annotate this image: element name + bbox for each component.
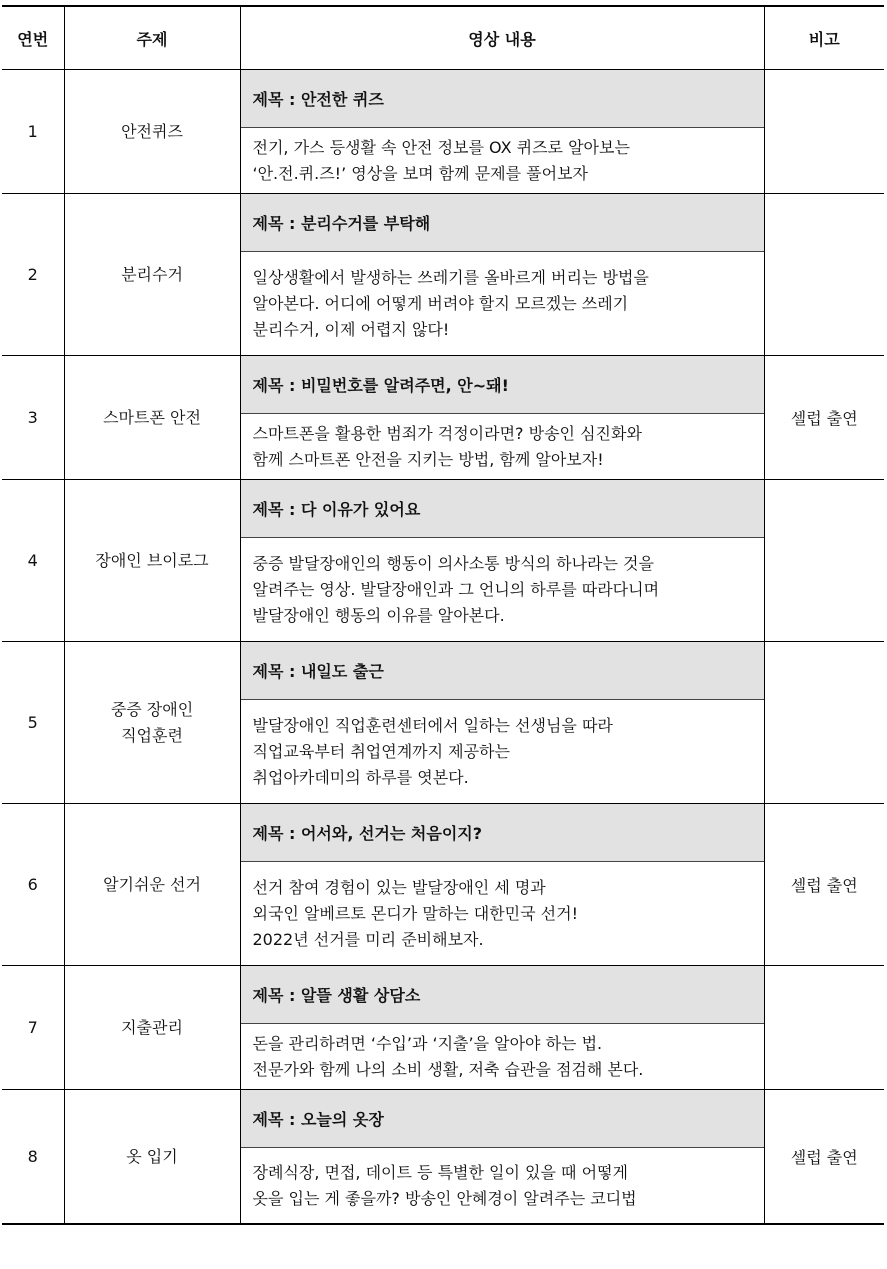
row-topic (64, 480, 240, 642)
header-content: 영상 내용 (240, 6, 764, 70)
video-content-table (2, 5, 884, 1225)
title-text: 내일도 출근 (300, 662, 384, 681)
header-topic: 주제 (64, 6, 240, 70)
description-line: 스마트폰을 활용한 범죄가 걱정이라면? 방송인 심진화와 (252, 423, 642, 443)
video-title (241, 1090, 764, 1148)
row-content (240, 1090, 764, 1225)
row-topic (64, 642, 240, 804)
topic-line: 직업훈련 (121, 725, 183, 745)
description-line: 돈을 관리하려면 ‘수입’과 ‘지출’을 알아야 하는 법. (252, 1033, 603, 1053)
table-row (2, 804, 884, 966)
description-line: 분리수거, 이제 어렵지 않다! (252, 319, 450, 339)
title-prefix: 제목 : (252, 500, 301, 519)
topic-line: 스마트폰 안전 (103, 407, 201, 427)
description-line: 알아본다. 어디에 어떻게 버려야 할지 모르겠는 쓰레기 (252, 293, 629, 313)
description-line: 전기, 가스 등생활 속 안전 정보를 OX 퀴즈로 알아보는 (252, 137, 630, 157)
title-text: 알뜰 생활 상담소 (300, 986, 421, 1005)
description-line: ‘안.전.퀴.즈!’ 영상을 보며 함께 문제를 풀어보자 (252, 163, 588, 183)
video-title (241, 804, 764, 862)
row-content (240, 804, 764, 966)
title-text: 어서와, 선거는 처음이지? (300, 824, 483, 843)
row-content (240, 194, 764, 356)
row-content (240, 642, 764, 804)
description-line: 발달장애인 행동의 이유를 알아본다. (252, 605, 505, 625)
table-row (2, 480, 884, 642)
table-row (2, 1090, 884, 1225)
description-line: 선거 참여 경험이 있는 발달장애인 세 명과 (252, 877, 546, 897)
title-prefix: 제목 : (252, 662, 301, 681)
description-line: 일상생활에서 발생하는 쓰레기를 올바르게 버리는 방법을 (252, 267, 649, 287)
description-line: 장례식장, 면접, 데이트 등 특별한 일이 있을 때 어떻게 (252, 1162, 628, 1182)
table-row (2, 966, 884, 1090)
table-row (2, 194, 884, 356)
video-title (241, 642, 764, 700)
topic-line: 지출관리 (121, 1017, 183, 1037)
row-topic (64, 966, 240, 1090)
header-no: 연번 (2, 6, 64, 70)
row-content (240, 480, 764, 642)
video-description (241, 128, 764, 193)
video-description (241, 1024, 764, 1089)
video-description (241, 862, 764, 965)
video-description (241, 700, 764, 803)
title-text: 다 이유가 있어요 (300, 500, 421, 519)
table-row (2, 642, 884, 804)
title-prefix: 제목 : (252, 824, 301, 843)
row-note (764, 70, 884, 194)
row-note (764, 966, 884, 1090)
row-note: 셀럽 출연 (764, 356, 884, 480)
row-number: 7 (2, 966, 64, 1090)
row-number: 1 (2, 70, 64, 194)
description-line: 취업아카데미의 하루를 엿본다. (252, 767, 469, 787)
row-number: 2 (2, 194, 64, 356)
topic-line: 분리수거 (121, 264, 183, 284)
description-line: 발달장애인 직업훈련센터에서 일하는 선생님을 따라 (252, 715, 613, 735)
description-line: 중증 발달장애인의 행동이 의사소통 방식의 하나라는 것을 (252, 553, 654, 573)
row-note: 셀럽 출연 (764, 1090, 884, 1225)
title-text: 분리수거를 부탁해 (300, 214, 431, 233)
row-note (764, 642, 884, 804)
description-line: 직업교육부터 취업연계까지 제공하는 (252, 741, 510, 761)
row-number: 6 (2, 804, 64, 966)
header-note: 비고 (764, 6, 884, 70)
description-line: 옷을 입는 게 좋을까? 방송인 안혜경이 알려주는 코디법 (252, 1188, 637, 1208)
topic-line: 중증 장애인 (110, 699, 194, 719)
video-title (241, 70, 764, 128)
video-title (241, 194, 764, 252)
video-title (241, 480, 764, 538)
video-description (241, 414, 764, 479)
table-header-row (2, 6, 884, 70)
description-line: 2022년 선거를 미리 준비해보자. (252, 929, 484, 949)
description-line: 전문가와 함께 나의 소비 생활, 저축 습관을 점검해 본다. (252, 1059, 644, 1079)
row-number: 5 (2, 642, 64, 804)
video-title (241, 966, 764, 1024)
description-line: 외국인 알베르토 몬디가 말하는 대한민국 선거! (252, 903, 579, 923)
table-row (2, 356, 884, 480)
topic-line: 장애인 브이로그 (95, 550, 209, 570)
row-topic (64, 1090, 240, 1225)
title-prefix: 제목 : (252, 986, 301, 1005)
table-row (2, 70, 884, 194)
title-text: 비밀번호를 알려주면, 안~돼! (300, 376, 509, 395)
row-number: 3 (2, 356, 64, 480)
row-number: 4 (2, 480, 64, 642)
video-description (241, 1148, 764, 1223)
row-number: 8 (2, 1090, 64, 1225)
topic-line: 옷 입기 (126, 1146, 178, 1166)
row-topic (64, 804, 240, 966)
topic-line: 알기쉬운 선거 (103, 874, 201, 894)
description-line: 함께 스마트폰 안전을 지키는 방법, 함께 알아보자! (252, 449, 604, 469)
row-note (764, 480, 884, 642)
title-prefix: 제목 : (252, 214, 301, 233)
title-prefix: 제목 : (252, 1110, 301, 1129)
row-content (240, 966, 764, 1090)
topic-line: 안전퀴즈 (121, 121, 183, 141)
title-prefix: 제목 : (252, 376, 301, 395)
title-prefix: 제목 : (252, 90, 301, 109)
video-title (241, 356, 764, 414)
row-content (240, 356, 764, 480)
description-line: 알려주는 영상. 발달장애인과 그 언니의 하루를 따라다니며 (252, 579, 660, 599)
row-note (764, 194, 884, 356)
row-topic (64, 356, 240, 480)
title-text: 안전한 퀴즈 (300, 90, 384, 109)
title-text: 오늘의 옷장 (300, 1110, 384, 1129)
row-topic (64, 70, 240, 194)
row-content (240, 70, 764, 194)
video-description (241, 252, 764, 355)
video-description (241, 538, 764, 641)
row-note: 셀럽 출연 (764, 804, 884, 966)
row-topic (64, 194, 240, 356)
